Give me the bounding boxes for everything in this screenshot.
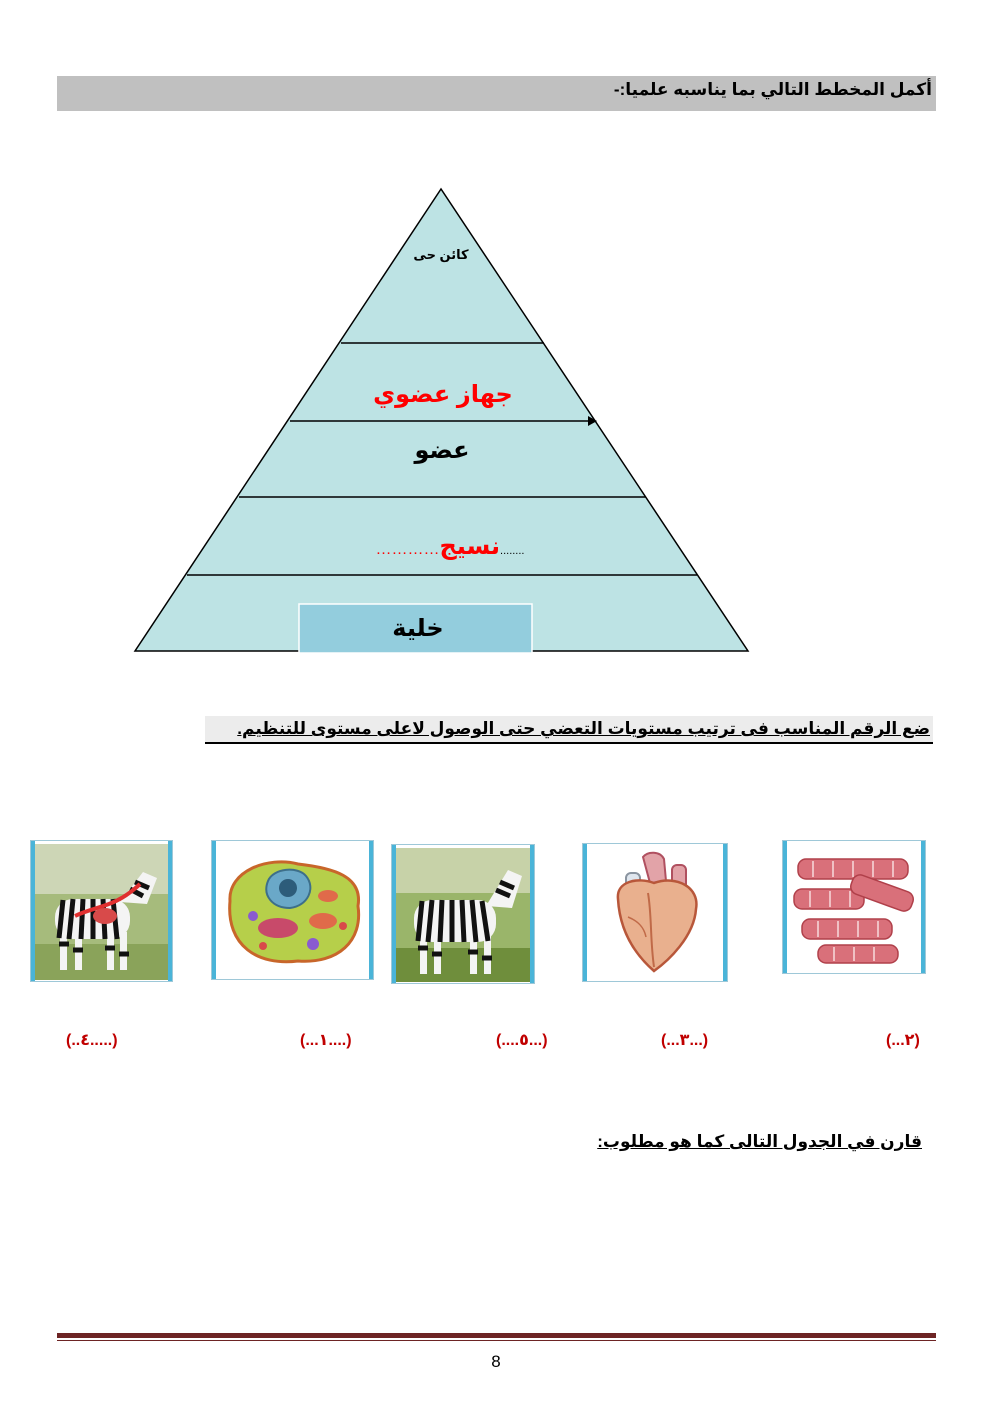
heart-picture: [582, 843, 728, 982]
answer-picture-1: (..٤.....): [66, 1032, 118, 1049]
heart-organ-icon: [588, 847, 724, 979]
cell-icon: [218, 846, 368, 976]
level-organ-system: جهاز عضوي: [373, 381, 513, 408]
level-cell: خلية: [392, 615, 444, 642]
answer-picture-5: (...٢): [886, 1032, 920, 1049]
muscle-tissue-picture: [782, 840, 926, 974]
zebra-organism-icon: [396, 848, 532, 982]
tissue-dots-right: …………: [375, 541, 440, 558]
muscle-tissue-icon: [788, 845, 922, 971]
tissue-dots-left: ........: [500, 545, 525, 557]
instruction-3: قارن في الجدول التالى كما هو مطلوب:: [597, 1132, 922, 1151]
footer-rule-thin: [57, 1340, 936, 1341]
answer-picture-4: (...٣...): [661, 1032, 709, 1049]
level-organ: عضو: [414, 437, 470, 464]
organization-pyramid: [0, 0, 992, 700]
answer-picture-2: (...١....): [300, 1032, 352, 1049]
zebra-organ-system-picture: [30, 840, 173, 982]
instruction-2: ضع الرقم المناسب فى ترتيب مستويات التعضي حتى الوصول لاعلى مستوى للتنظيم.: [237, 719, 930, 738]
level-organism: كائن حى: [413, 247, 469, 262]
cell-picture: [211, 840, 374, 980]
level-tissue: نسيج: [439, 533, 501, 560]
page-number: 8: [491, 1352, 501, 1371]
level-tissue-row: [300, 532, 600, 561]
zebra-organ-system-icon: [35, 844, 170, 980]
zebra-organism-picture: [391, 844, 535, 984]
answer-picture-3: (....٥...): [496, 1032, 548, 1049]
footer-rule-thick: [57, 1333, 936, 1338]
instruction-1: أكمل المخطط التالي بما يناسبه علميا:-: [613, 80, 932, 99]
